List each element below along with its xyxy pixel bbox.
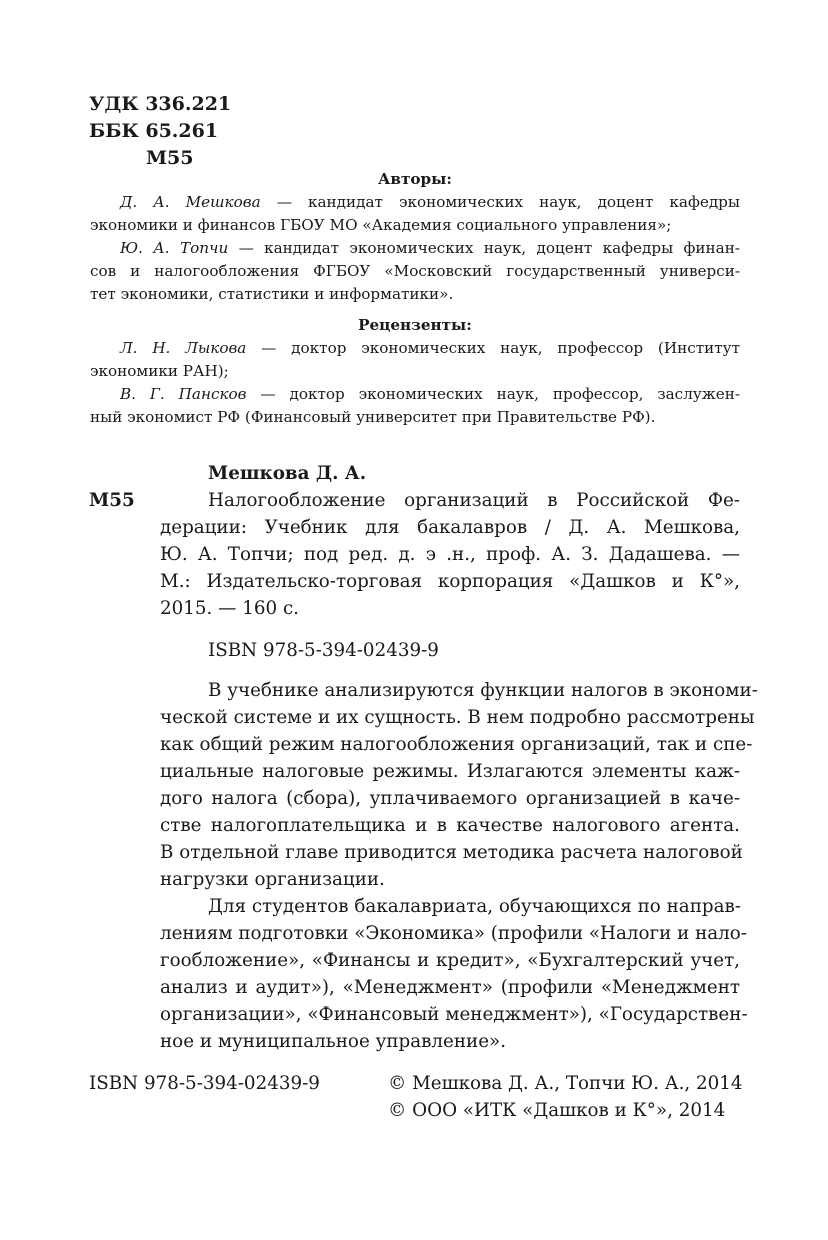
- author-name: Ю. А. Топчи: [120, 239, 229, 257]
- annotation-line: дого налога (сбора), уплачиваемого организацией в каче-: [160, 788, 740, 809]
- reviewer-name: Л. Н. Лыкова: [120, 339, 247, 357]
- reviewer-entry: Л. Н. Лыкова — доктор экономических наук, профессор (Институт: [120, 339, 740, 357]
- bib-isbn: ISBN 978-5-394-02439-9: [208, 640, 439, 661]
- footer-copyright: © ООО «ИТК «Дашков и К°», 2014: [388, 1100, 726, 1121]
- author-entry-line: экономики и финансов ГБОУ МО «Академия социального управления»;: [90, 216, 672, 234]
- annotation-line: гообложение», «Финансы и кредит», «Бухгалтерский учет,: [160, 950, 740, 971]
- bib-line: дерации: Учебник для бакалавров / Д. А. Мешкова,: [160, 517, 740, 538]
- bib-line: М.: Издательско-торговая корпорация «Дашков и К°»,: [160, 571, 740, 592]
- authors-heading: Авторы:: [378, 170, 452, 188]
- annotation-line: организации», «Финансовый менеджмент»), «Государствен-: [160, 1004, 748, 1025]
- annotation-line: Для студентов бакалавриата, обучающихся по направ-: [208, 896, 741, 917]
- annotation-line: циальные налоговые режимы. Излагаются элементы каж-: [160, 761, 740, 782]
- annotation-line: нагрузки организации.: [160, 869, 385, 890]
- reviewer-entry: В. Г. Пансков — доктор экономических наук, профессор, заслужен-: [120, 385, 740, 403]
- annotation-line: анализ и аудит»), «Менеджмент» (профили «Менеджмент: [160, 977, 740, 998]
- author-entry: Ю. А. Топчи — кандидат экономических наук, доцент кафедры финан-: [120, 239, 740, 257]
- reviewers-list: [90, 337, 740, 429]
- author-entry: Д. А. Мешкова — кандидат экономических наук, доцент кафедры: [120, 193, 740, 211]
- author-name: Д. А. Мешкова: [120, 193, 261, 211]
- bbk-code: ББК 65.261: [89, 120, 219, 142]
- authors-list: [90, 191, 740, 306]
- author-mark: М55: [146, 147, 194, 169]
- annotation-line: ное и муниципальное управление».: [160, 1031, 507, 1052]
- author-entry-line: сов и налогообложения ФГБОУ «Московский государственный универси-: [90, 262, 740, 280]
- udk-code: УДК 336.221: [89, 93, 232, 115]
- annotation-line: лениям подготовки «Экономика» (профили «Налоги и нало-: [160, 923, 747, 944]
- reviewer-name: В. Г. Пансков: [120, 385, 247, 403]
- annotation: [160, 677, 758, 1055]
- annotation-line: стве налогоплательщика и в качестве налогового агента.: [160, 815, 740, 836]
- footer-copyright: © Мешкова Д. А., Топчи Ю. А., 2014: [388, 1073, 743, 1094]
- bib-line: Налогообложение организаций в Российской Фе-: [208, 490, 740, 511]
- annotation-line: В отдельной главе приводится методика расчета налоговой: [160, 842, 743, 863]
- reviewer-entry-line: ный экономист РФ (Финансовый университет при Правительстве РФ).: [90, 408, 656, 426]
- bib-line: 2015. — 160 с.: [160, 598, 299, 619]
- annotation-line: как общий режим налогообложения организаций, так и спе-: [160, 734, 753, 755]
- annotation-line: ческой системе и их сущность. В нем подробно рассмотрены: [160, 707, 755, 728]
- annotation-line: В учебнике анализируются функции налогов в экономи-: [208, 680, 758, 701]
- reviewers-heading: Рецензенты:: [358, 316, 472, 334]
- author-entry-line: тет экономики, статистики и информатики».: [90, 285, 454, 303]
- bib-mark: М55: [89, 490, 135, 511]
- bib-description: [160, 487, 740, 622]
- bib-line: Ю. А. Топчи; под ред. д. э .н., проф. А. З. Дадашева. —: [160, 544, 740, 565]
- footer-isbn: ISBN 978-5-394-02439-9: [89, 1073, 320, 1094]
- bib-author-heading: Мешкова Д. А.: [208, 463, 367, 484]
- reviewer-entry-line: экономики РАН);: [90, 362, 229, 380]
